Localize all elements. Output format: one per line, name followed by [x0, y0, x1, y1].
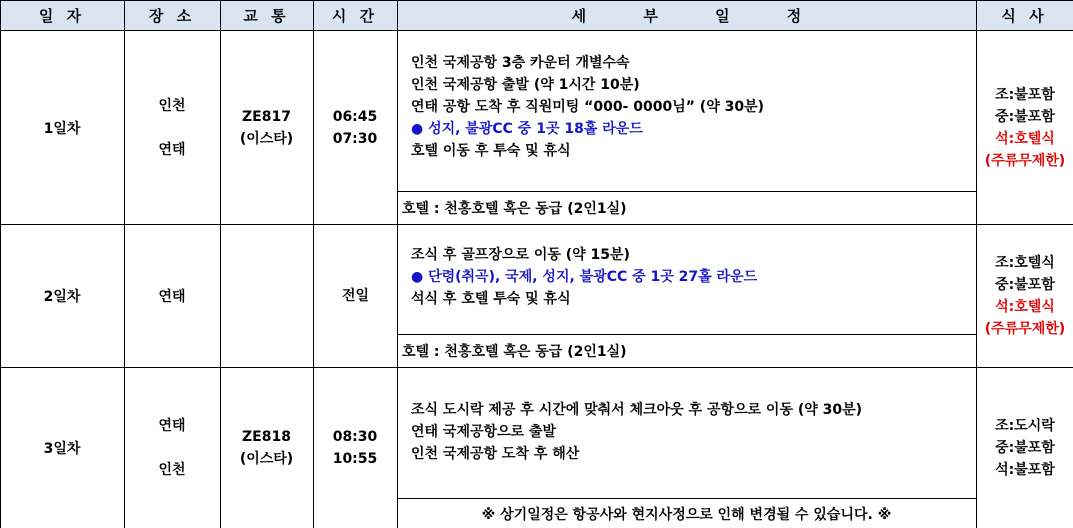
- place-name: 인천: [158, 97, 186, 114]
- schedule-list: [411, 52, 764, 162]
- transport-cell: [220, 225, 313, 367]
- meal-lunch: 중:불포함: [995, 440, 1055, 456]
- departure-time: 06:45: [332, 108, 378, 125]
- place-name: 연태: [158, 418, 186, 434]
- schedule-item-golf: ● 성지, 불광CC 중 1곳 18홀 라운드: [411, 121, 643, 137]
- place-cell: [124, 225, 220, 367]
- departure-time: 08:30: [332, 429, 378, 445]
- header-place: 장 소: [148, 6, 196, 25]
- schedule-item: 인천 국제공항 출발 (약 1시간 10분): [411, 77, 640, 93]
- schedule-item: 조식 후 골프장으로 이동 (약 15분): [411, 247, 630, 263]
- schedule-list: [411, 244, 757, 310]
- grid-line: [397, 0, 398, 528]
- meal-lunch: 중:불포함: [995, 277, 1055, 293]
- header-time: 시 간: [331, 6, 379, 25]
- airline-name: (이스타): [239, 451, 294, 467]
- meal-breakfast: 조:도시락: [995, 418, 1055, 434]
- header-day: 일 자: [38, 6, 86, 25]
- arrival-time: 07:30: [332, 130, 378, 147]
- time-all-day: 전일: [341, 288, 369, 304]
- airline-name: (이스타): [239, 130, 294, 147]
- hotel-info: 호텔 : 천홍호텔 혹은 동급 (2인1실): [402, 344, 627, 360]
- schedule-list: [411, 399, 862, 465]
- place-cell: [124, 368, 220, 528]
- flight-number: ZE817: [242, 108, 291, 125]
- meal-breakfast: 조:호텔식: [995, 255, 1055, 271]
- transport-cell: [220, 368, 313, 528]
- grid-line: [0, 0, 1073, 1]
- schedule-item: 연태 국제공항으로 출발: [411, 424, 556, 440]
- place-cell: [124, 31, 220, 224]
- transport-cell: [220, 31, 313, 224]
- day-label: 3일차: [43, 441, 81, 457]
- meal-dinner: 석:호텔식: [995, 299, 1055, 315]
- meal-cell: [977, 31, 1073, 224]
- place-name: 연태: [158, 141, 186, 158]
- meal-note: (주류무제한): [984, 152, 1066, 169]
- schedule-item: 연태 공항 도착 후 직원미팅 “000- 0000님” (약 30분): [411, 99, 765, 115]
- place-name: 연태: [158, 289, 186, 305]
- time-cell: [313, 225, 397, 367]
- meal-breakfast: 조:불포함: [995, 86, 1055, 103]
- meal-cell: [977, 225, 1073, 367]
- schedule-item: 조식 도시락 제공 후 시간에 맞춰서 체크아웃 후 공항으로 이동 (약 30분): [411, 402, 863, 418]
- notice-text: ※ 상기일정은 항공사와 현지사정으로 인해 변경될 수 있습니다. ※: [481, 506, 892, 523]
- header-transport: 교 통: [243, 6, 290, 25]
- meal-dinner: 석:호텔식: [995, 130, 1055, 147]
- header-schedule: 세 부 일 정: [571, 6, 802, 25]
- meal-dinner: 석:불포함: [995, 462, 1055, 478]
- time-cell: [313, 31, 397, 224]
- day-label: 2일차: [43, 289, 81, 305]
- header-meal: 식 사: [1001, 6, 1048, 25]
- meal-cell: [977, 368, 1073, 528]
- schedule-item: 인천 국제공항 도착 후 해산: [411, 446, 580, 462]
- day-label: 1일차: [43, 120, 81, 137]
- schedule-item: 인천 국제공항 3층 카운터 개별수속: [411, 55, 630, 71]
- schedule-item: 호텔 이동 후 투숙 및 휴식: [411, 143, 571, 159]
- schedule-item-golf: ● 단령(취곡), 국제, 성지, 불광CC 중 1곳 27홀 라운드: [411, 269, 758, 285]
- flight-number: ZE818: [242, 429, 291, 445]
- arrival-time: 10:55: [332, 451, 378, 467]
- schedule-item: 석식 후 호텔 투숙 및 휴식: [411, 291, 571, 307]
- place-name: 인천: [158, 462, 186, 478]
- time-cell: [313, 368, 397, 528]
- hotel-info: 호텔 : 천홍호텔 혹은 동급 (2인1실): [402, 201, 627, 217]
- meal-lunch: 중:불포함: [995, 108, 1055, 125]
- meal-note: (주류무제한): [984, 321, 1066, 337]
